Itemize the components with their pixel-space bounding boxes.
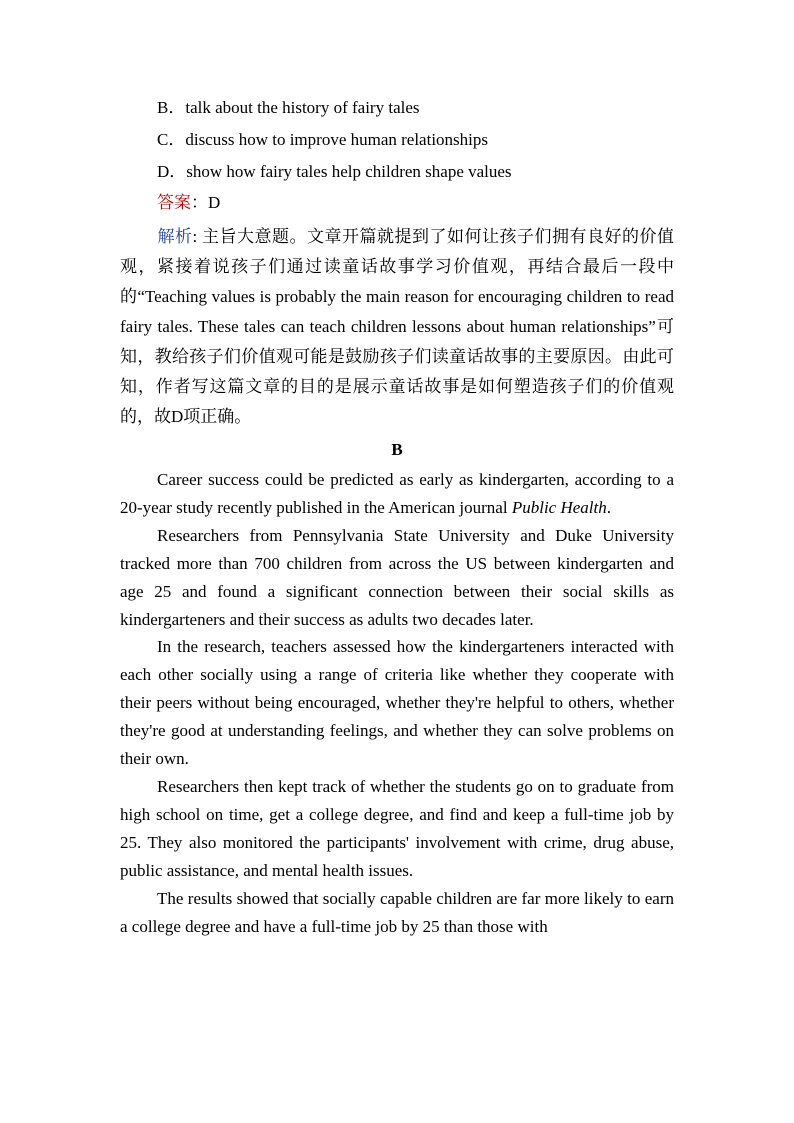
analysis-label: 解析 xyxy=(157,227,193,246)
answer-line xyxy=(157,192,220,214)
option-d xyxy=(157,161,512,183)
option-text: show how fairy tales help children shape values xyxy=(186,162,512,181)
option-b xyxy=(157,97,420,119)
paragraph-end: . xyxy=(606,497,611,517)
passage-paragraph: Researchers then kept track of whether the students go on to graduate from high school on time, get a college degree, and find and keep a full-time job by 25. They also monitored the participants' involvement with crime, drug abuse, public assistance, and mental health issues. xyxy=(120,776,674,880)
option-c xyxy=(157,129,488,151)
paragraph-text: Career success could be predicted as early as kindergarten, according to a 20-year study recently published in the American journal xyxy=(120,470,674,517)
answer-separator: ： xyxy=(191,193,208,212)
passage-paragraph: Researchers from Pennsylvania State University and Duke University tracked more than 700 children from across the US between kindergarten and age 25 and found a significant connection between their social skills as kindergarteners and their success as adults two decades later. xyxy=(120,525,674,629)
reading-passage xyxy=(120,466,674,940)
option-letter: B． xyxy=(157,98,186,117)
answer-label: 答案 xyxy=(157,193,191,212)
answer-value: D xyxy=(208,193,221,212)
option-letter: C． xyxy=(157,130,186,149)
analysis-text: : 主旨大意题。文章开篇就提到了如何让孩子们拥有良好的价值观，紧接着说孩子们通过读童话故事学习价值观，再结合最后一段中的“Teaching values is probably the main reason for encouraging children to read fairy tales. These tales can teach children lessons about human relationships”可知，教给孩子们价值观可能是鼓励孩子们读童话故事的主要原因。由此可知，作者写这篇文章的目的是展示童话故事是如何塑造孩子们的价值观的，故D项正确。 xyxy=(120,227,675,426)
option-letter: D． xyxy=(157,162,187,181)
journal-name: Public Health xyxy=(511,497,607,517)
option-text: discuss how to improve human relationships xyxy=(185,130,489,149)
passage-paragraph: In the research, teachers assessed how the kindergarteners interacted with each other socially using a range of criteria like whether they cooperate with their peers without being encouraged, whether they're helpful to others, whether they're good at understanding feelings, and whether they can solve problems on their own. xyxy=(120,637,674,769)
analysis-paragraph xyxy=(120,222,674,432)
passage-paragraph: The results showed that socially capable children are far more likely to earn a college degree and have a full-time job by 25 than those with xyxy=(120,888,674,936)
section-title: B xyxy=(391,440,403,459)
passage-paragraph xyxy=(120,466,674,522)
option-text: talk about the history of fairy tales xyxy=(185,98,420,117)
